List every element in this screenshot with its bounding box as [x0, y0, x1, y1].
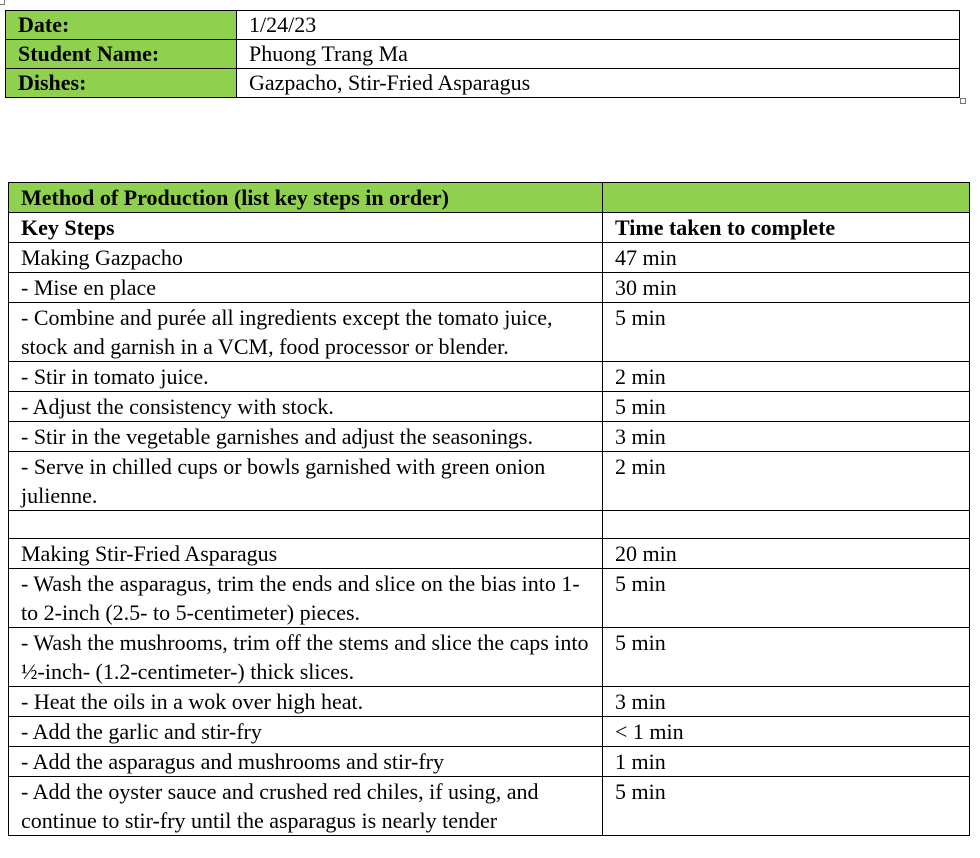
time-cell[interactable]: 5 min: [603, 628, 970, 687]
step-cell[interactable]: - Wash the asparagus, trim the ends and slice on the bias into 1- to 2-inch (2.5- to 5-centimeter) pieces.: [9, 569, 603, 628]
time-cell[interactable]: < 1 min: [603, 717, 970, 747]
table-row: [9, 303, 970, 362]
time-cell[interactable]: 1 min: [603, 747, 970, 777]
time-cell[interactable]: 30 min: [603, 273, 970, 303]
table-row: [9, 687, 970, 717]
info-table: [5, 10, 960, 98]
step-cell[interactable]: - Add the garlic and stir-fry: [9, 717, 603, 747]
method-rows: [9, 243, 970, 836]
table-row: [9, 539, 970, 569]
table-row: [9, 628, 970, 687]
time-cell[interactable]: 5 min: [603, 569, 970, 628]
method-title-right: [603, 183, 970, 213]
step-cell[interactable]: [9, 511, 603, 539]
dishes-row: [6, 69, 960, 98]
date-value[interactable]: 1/24/23: [237, 11, 960, 40]
step-cell[interactable]: - Serve in chilled cups or bowls garnished with green onion julienne.: [9, 452, 603, 511]
table-row: [9, 717, 970, 747]
table-resize-handle[interactable]: [960, 98, 966, 104]
method-title: Method of Production (list key steps in order): [9, 183, 603, 213]
step-cell[interactable]: Making Gazpacho: [9, 243, 603, 273]
step-cell[interactable]: - Mise en place: [9, 273, 603, 303]
step-cell[interactable]: - Add the oyster sauce and crushed red chiles, if using, and continue to stir-fry until the asparagus is nearly tender: [9, 777, 603, 836]
step-cell[interactable]: Making Stir-Fried Asparagus: [9, 539, 603, 569]
time-cell[interactable]: 2 min: [603, 362, 970, 392]
time-cell[interactable]: 3 min: [603, 687, 970, 717]
method-header-row: [9, 213, 970, 243]
page-corner-mark: [0, 0, 5, 5]
table-row: [9, 422, 970, 452]
time-cell[interactable]: 3 min: [603, 422, 970, 452]
time-cell[interactable]: [603, 511, 970, 539]
step-cell[interactable]: - Stir in tomato juice.: [9, 362, 603, 392]
table-row: [9, 273, 970, 303]
step-cell[interactable]: - Stir in the vegetable garnishes and adjust the seasonings.: [9, 422, 603, 452]
step-cell[interactable]: - Wash the mushrooms, trim off the stems and slice the caps into ½-inch- (1.2-centimeter-) thick slices.: [9, 628, 603, 687]
time-cell[interactable]: 5 min: [603, 303, 970, 362]
table-row: [9, 569, 970, 628]
student-name-label: Student Name:: [6, 40, 237, 69]
table-row: [9, 392, 970, 422]
table-row: [9, 243, 970, 273]
step-cell[interactable]: - Heat the oils in a wok over high heat.: [9, 687, 603, 717]
student-name-value[interactable]: Phuong Trang Ma: [237, 40, 960, 69]
time-cell[interactable]: 47 min: [603, 243, 970, 273]
dishes-value[interactable]: Gazpacho, Stir-Fried Asparagus: [237, 69, 960, 98]
time-cell[interactable]: 5 min: [603, 392, 970, 422]
date-row: [6, 11, 960, 40]
dishes-label: Dishes:: [6, 69, 237, 98]
time-cell[interactable]: 2 min: [603, 452, 970, 511]
step-cell[interactable]: - Combine and purée all ingredients except the tomato juice, stock and garnish in a VCM, food processor or blender.: [9, 303, 603, 362]
step-cell[interactable]: - Add the asparagus and mushrooms and stir-fry: [9, 747, 603, 777]
col-header-steps: Key Steps: [9, 213, 603, 243]
step-cell[interactable]: - Adjust the consistency with stock.: [9, 392, 603, 422]
col-header-time: Time taken to complete: [603, 213, 970, 243]
date-label: Date:: [6, 11, 237, 40]
table-row: [9, 747, 970, 777]
student-name-row: [6, 40, 960, 69]
table-row: [9, 452, 970, 511]
time-cell[interactable]: 5 min: [603, 777, 970, 836]
method-table: [8, 182, 970, 836]
method-title-row: [9, 183, 970, 213]
table-row: [9, 362, 970, 392]
table-row: [9, 511, 970, 539]
table-row: [9, 777, 970, 836]
time-cell[interactable]: 20 min: [603, 539, 970, 569]
